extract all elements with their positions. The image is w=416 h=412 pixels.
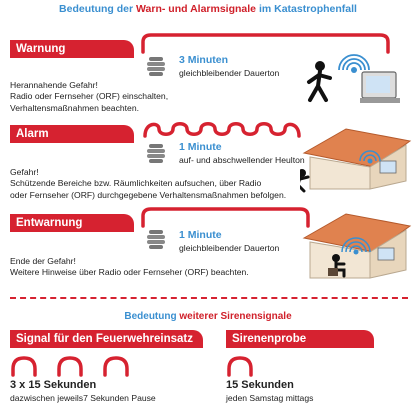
title-part-3: im Katastrophenfall [258,3,357,15]
entwarnung-duration: 1 Minute [179,229,222,241]
steady-tone-wave-icon [140,206,312,228]
person-tv-illustration [300,54,410,106]
alarm-line: Gefahr! [10,167,39,177]
warnung-line: Herannahende Gefahr! [10,80,98,90]
siren-test-duration: 15 Sekunden [226,379,294,391]
warnung-line: Verhaltensmaßnahmen beachten. [10,102,139,113]
warnung-text [10,80,168,114]
entwarnung-line: Weitere Hinweise über Radio oder Fernseher (ORF) beachten. [10,267,249,278]
entwarnung-label: Entwarnung [10,214,134,232]
steady-tone-wave-icon [140,32,392,54]
entwarnung-tone: gleichbleibender Dauerton [179,243,280,253]
wailing-tone-wave-icon [140,117,310,139]
title-part-1: Bedeutung der [59,3,134,15]
subtitle-part-1: Bedeutung [124,311,177,322]
alarm-line: oder Fernseher (ORF) durchgegebene Verhaltensmaßnahmen befolgen. [10,189,287,200]
warnung-tone: gleichbleibender Dauerton [179,68,280,78]
house-person-running-illustration [300,127,412,193]
house-person-sitting-illustration [300,212,412,282]
warnung-line: Radio oder Fernseher (ORF) einschalten, [10,91,169,102]
section-divider [10,297,408,299]
alarm-line: Schützende Bereiche bzw. Räumlichkeiten aufsuchen, über Radio [10,178,262,189]
alarm-text [10,167,286,201]
alarm-duration: 1 Minute [179,141,222,153]
alarm-label: Alarm [10,125,134,143]
page-title [0,3,416,15]
fire-signal-wave-icon [10,355,160,377]
siren-test-label: Sirenenprobe [226,330,374,348]
subtitle-part-2: weiterer Sirenensignale [179,311,292,322]
title-part-2: Warn- und Alarmsignale [136,3,257,15]
fire-signal-duration: 3 x 15 Sekunden [10,379,97,391]
entwarnung-text [10,256,249,279]
subsection-title [0,311,416,322]
siren-icon [146,55,166,79]
alarm-tone: auf- und abschwellender Heulton [179,155,305,165]
siren-test-description: jeden Samstag mittags [226,393,314,403]
fire-signal-description: dazwischen jeweils7 Sekunden Pause [10,393,156,403]
fire-signal-label: Signal für den Feuerwehreinsatz [10,330,203,348]
siren-icon [146,228,166,252]
siren-test-wave-icon [226,355,276,377]
warnung-label: Warnung [10,40,134,58]
siren-icon [146,142,166,166]
entwarnung-line: Ende der Gefahr! [10,256,76,266]
warnung-duration: 3 Minuten [179,54,228,66]
